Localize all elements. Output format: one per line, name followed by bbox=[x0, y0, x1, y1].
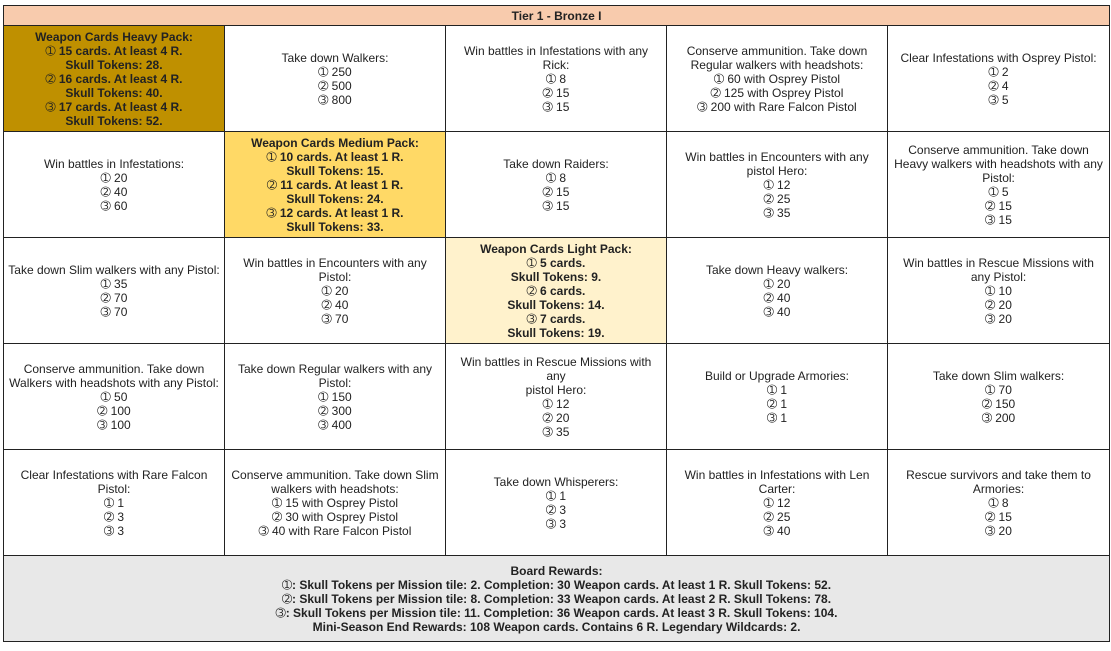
board-row bbox=[4, 238, 1110, 344]
mission-tile bbox=[888, 26, 1110, 132]
mission-tile bbox=[225, 238, 446, 344]
tile-line: Skull Tokens: 9. bbox=[510, 269, 602, 284]
light-pack-tile bbox=[446, 238, 667, 344]
tile-line: ➀ 20 bbox=[763, 276, 791, 291]
tile-line: ➁ 150 bbox=[981, 396, 1016, 411]
tile-line: ➂ 20 bbox=[985, 311, 1012, 326]
tile-line: ➁ 6 cards. bbox=[526, 283, 586, 298]
mission-tile bbox=[225, 344, 446, 450]
tile-line: ➂ 800 bbox=[318, 92, 352, 107]
tile-line: ➀ 5 cards. bbox=[526, 255, 586, 270]
tile-line: ➁ 20 bbox=[542, 410, 570, 425]
mission-tile bbox=[446, 344, 667, 450]
tile-line: any Pistol: bbox=[970, 269, 1027, 284]
tile-heading: Weapon Cards Light Pack: bbox=[480, 241, 632, 256]
tile-heading: Win battles in Encounters with any bbox=[685, 149, 869, 164]
tile-line: ➂ 40 with Rare Falcon Pistol bbox=[258, 523, 412, 538]
tile-line: ➂ 60 bbox=[100, 198, 128, 213]
tile-line: ➀ 1 bbox=[103, 495, 125, 510]
mission-tile bbox=[888, 238, 1110, 344]
tile-line: ➁ 70 bbox=[100, 290, 128, 305]
tile-line: Carter: bbox=[758, 481, 796, 496]
tile-heading: Take down Heavy walkers: bbox=[705, 262, 849, 277]
tile-heading: Win battles in Encounters with any bbox=[243, 255, 427, 270]
tile-heading: Take down Regular walkers with any bbox=[237, 361, 433, 376]
tile-heading: Conserve ammunition. Take down bbox=[686, 43, 868, 58]
tile-line: Skull Tokens: 40. bbox=[65, 85, 163, 100]
tile-heading: Clear Infestations with Rare Falcon bbox=[20, 467, 208, 482]
tile-line: ➀ 15 with Osprey Pistol bbox=[271, 495, 399, 510]
tile-line: walkers with headshots: bbox=[271, 481, 399, 496]
tile-heading: Clear Infestations with Osprey Pistol: bbox=[900, 50, 1097, 65]
tile-line: pistol Hero: bbox=[746, 163, 808, 178]
tile-line: ➁ 3 bbox=[103, 509, 125, 524]
mission-tile bbox=[667, 132, 888, 238]
tile-line: ➁ 100 bbox=[97, 403, 131, 418]
tile-heading: Take down Slim walkers: bbox=[932, 368, 1065, 383]
tile-line: ➀ 60 with Osprey Pistol bbox=[713, 71, 841, 86]
board-row bbox=[4, 450, 1110, 556]
tile-line: ➁ 500 bbox=[318, 78, 352, 93]
tile-heading: Take down Slim walkers with any Pistol: bbox=[8, 262, 220, 277]
tile-line: ➂ 3 bbox=[545, 516, 567, 531]
tile-line: Pistol: bbox=[982, 170, 1015, 185]
mission-tile bbox=[225, 450, 446, 556]
tile-line: Skull Tokens: 14. bbox=[507, 297, 605, 312]
tile-line: ➀ 1 bbox=[545, 488, 567, 503]
tile-line: ➂ 7 cards. bbox=[526, 311, 586, 326]
heavy-pack-tile bbox=[4, 26, 225, 132]
tier-title: Tier 1 - Bronze I bbox=[4, 6, 1110, 26]
tile-line: pistol Hero: bbox=[525, 382, 587, 397]
tile-heading: Win battles in Infestations: bbox=[43, 156, 185, 171]
tile-line: ➂ 40 bbox=[763, 523, 791, 538]
tile-line: ➂ 40 bbox=[763, 304, 791, 319]
tile-line: Skull Tokens: 28. bbox=[65, 57, 163, 72]
tile-line: Pistol: bbox=[318, 269, 352, 284]
tile-heading: Conserve ammunition. Take down bbox=[908, 142, 1089, 157]
tile-line: ➁ 16 cards. At least 4 R. bbox=[45, 71, 183, 86]
tile-heading: Take down Raiders: bbox=[503, 156, 609, 171]
tile-line: ➁ 40 bbox=[763, 290, 791, 305]
tile-line: ➁ 15 bbox=[542, 85, 570, 100]
tile-line: Rick: bbox=[542, 57, 570, 72]
tile-line: ➀ 150 bbox=[318, 389, 352, 404]
tile-line: ➂ 5 bbox=[988, 92, 1009, 107]
tile-line: ➂ 70 bbox=[100, 304, 128, 319]
mission-tile bbox=[667, 26, 888, 132]
tile-line: Skull Tokens: 19. bbox=[507, 325, 605, 340]
mission-tile bbox=[4, 450, 225, 556]
tile-line: ➀ 70 bbox=[985, 382, 1012, 397]
tile-line: ➀ 35 bbox=[100, 276, 128, 291]
tile-line: ➂ 35 bbox=[542, 424, 570, 439]
tile-heading: Win battles in Infestations with Len bbox=[684, 467, 870, 482]
rewards-heading: Board Rewards: bbox=[510, 563, 603, 578]
tile-line: Regular walkers with headshots: bbox=[690, 57, 864, 72]
tile-line: ➀ 2 bbox=[988, 64, 1009, 79]
tile-line: ➁ 15 bbox=[985, 509, 1012, 524]
board-rewards bbox=[4, 556, 1110, 642]
mission-tile bbox=[888, 344, 1110, 450]
tile-line: ➂ 35 bbox=[763, 205, 791, 220]
tile-line: ➂ 100 bbox=[97, 417, 131, 432]
mission-tile bbox=[446, 132, 667, 238]
tile-line: ➂ 200 with Rare Falcon Pistol bbox=[697, 99, 857, 114]
tile-line: ➀ 250 bbox=[318, 64, 352, 79]
tile-line: ➀ 20 bbox=[100, 170, 128, 185]
tile-heading: Win battles in Rescue Missions with any bbox=[460, 354, 652, 383]
tile-line: ➀ 12 bbox=[763, 495, 791, 510]
tile-heading: Weapon Cards Heavy Pack: bbox=[35, 29, 193, 44]
tile-line: ➂ 20 bbox=[985, 523, 1012, 538]
tile-line: ➂ 200 bbox=[981, 410, 1016, 425]
tile-line: ➀ 50 bbox=[100, 389, 128, 404]
tile-heading: Win battles in Rescue Missions with bbox=[903, 255, 1094, 270]
tile-line: Walkers with headshots with any Pistol: bbox=[9, 375, 219, 390]
mission-tile bbox=[667, 238, 888, 344]
tile-line: Skull Tokens: 15. bbox=[286, 163, 384, 178]
tile-line: Armories: bbox=[972, 481, 1025, 496]
mission-board bbox=[3, 5, 1110, 642]
rewards-line: Mini-Season End Rewards: 108 Weapon cards. Contains 6 R. Legendary Wildcards: 2. bbox=[312, 619, 801, 634]
tile-line: ➀ 12 bbox=[542, 396, 570, 411]
tile-line: ➁ 15 bbox=[985, 198, 1012, 213]
mission-tile bbox=[446, 450, 667, 556]
tile-line: ➁ 15 bbox=[542, 184, 570, 199]
board-row bbox=[4, 132, 1110, 238]
rewards-line: ➁: Skull Tokens per Mission tile: 8. Completion: 33 Weapon cards. At least 2 R. Skull Tokens: 78. bbox=[281, 591, 832, 606]
board-container bbox=[3, 5, 1109, 642]
tile-line: ➀ 10 cards. At least 1 R. bbox=[266, 149, 404, 164]
tile-heading: Take down Whisperers: bbox=[493, 474, 619, 489]
mission-tile bbox=[4, 238, 225, 344]
tile-line: ➁ 1 bbox=[766, 396, 788, 411]
tile-heading: Conserve ammunition. Take down Slim bbox=[231, 467, 439, 482]
tile-line: ➁ 125 with Osprey Pistol bbox=[710, 85, 844, 100]
tile-line: ➁ 4 bbox=[988, 78, 1009, 93]
tile-line: ➂ 15 bbox=[542, 99, 570, 114]
tile-line: ➀ 10 bbox=[985, 283, 1012, 298]
mission-tile bbox=[225, 26, 446, 132]
mission-tile bbox=[888, 450, 1110, 556]
mission-tile bbox=[667, 450, 888, 556]
tile-line: ➀ 8 bbox=[545, 170, 567, 185]
tile-line: ➀ 8 bbox=[545, 71, 567, 86]
tile-line: Heavy walkers with headshots with any bbox=[894, 156, 1103, 171]
tile-heading: Take down Walkers: bbox=[281, 50, 389, 65]
tile-line: ➂ 3 bbox=[103, 523, 125, 538]
tile-line: ➀ 8 bbox=[988, 495, 1009, 510]
board-row bbox=[4, 344, 1110, 450]
tile-line: Pistol: bbox=[97, 481, 131, 496]
tile-line: ➁ 40 bbox=[321, 297, 349, 312]
tile-line: ➀ 15 cards. At least 4 R. bbox=[45, 43, 183, 58]
tile-heading: Build or Upgrade Armories: bbox=[704, 368, 850, 383]
tile-line: ➁ 3 bbox=[545, 502, 567, 517]
tile-line: ➂ 15 bbox=[985, 212, 1012, 227]
tile-line: ➂ 15 bbox=[542, 198, 570, 213]
tile-line: ➂ 1 bbox=[766, 410, 788, 425]
medium-pack-tile bbox=[225, 132, 446, 238]
tile-line: ➁ 11 cards. At least 1 R. bbox=[266, 177, 404, 192]
tile-line: ➂ 17 cards. At least 4 R. bbox=[45, 99, 183, 114]
tile-line: Skull Tokens: 52. bbox=[65, 113, 163, 128]
tile-line: ➁ 40 bbox=[100, 184, 128, 199]
rewards-line: ➂: Skull Tokens per Mission tile: 11. Completion: 36 Weapon cards. At least 3 R. Skull Tokens: 104. bbox=[275, 605, 838, 620]
mission-tile bbox=[446, 26, 667, 132]
tile-line: ➀ 12 bbox=[763, 177, 791, 192]
tile-heading: Rescue survivors and take them to bbox=[906, 467, 1091, 482]
tile-line: ➂ 400 bbox=[318, 417, 352, 432]
tile-line: ➂ 12 cards. At least 1 R. bbox=[266, 205, 404, 220]
tile-line: ➁ 20 bbox=[985, 297, 1012, 312]
tile-line: Pistol: bbox=[318, 375, 352, 390]
tile-line: ➀ 20 bbox=[321, 283, 349, 298]
tile-line: ➂ 70 bbox=[321, 311, 349, 326]
tile-line: ➀ 5 bbox=[988, 184, 1009, 199]
tile-line: ➁ 25 bbox=[763, 509, 791, 524]
rewards-line: ➀: Skull Tokens per Mission tile: 2. Completion: 30 Weapon cards. At least 1 R. Skull Tokens: 52. bbox=[281, 577, 832, 592]
tile-heading: Win battles in Infestations with any bbox=[463, 43, 649, 58]
tile-line: Skull Tokens: 33. bbox=[286, 219, 384, 234]
tile-line: ➀ 1 bbox=[766, 382, 788, 397]
mission-tile bbox=[667, 344, 888, 450]
tile-line: ➁ 300 bbox=[318, 403, 352, 418]
mission-tile bbox=[4, 344, 225, 450]
board-row bbox=[4, 26, 1110, 132]
mission-tile bbox=[888, 132, 1110, 238]
tile-line: ➁ 25 bbox=[763, 191, 791, 206]
mission-tile bbox=[4, 132, 225, 238]
tile-line: Skull Tokens: 24. bbox=[286, 191, 384, 206]
tile-line: ➁ 30 with Osprey Pistol bbox=[271, 509, 399, 524]
tile-heading: Conserve ammunition. Take down bbox=[23, 361, 205, 376]
tile-heading: Weapon Cards Medium Pack: bbox=[251, 135, 419, 150]
